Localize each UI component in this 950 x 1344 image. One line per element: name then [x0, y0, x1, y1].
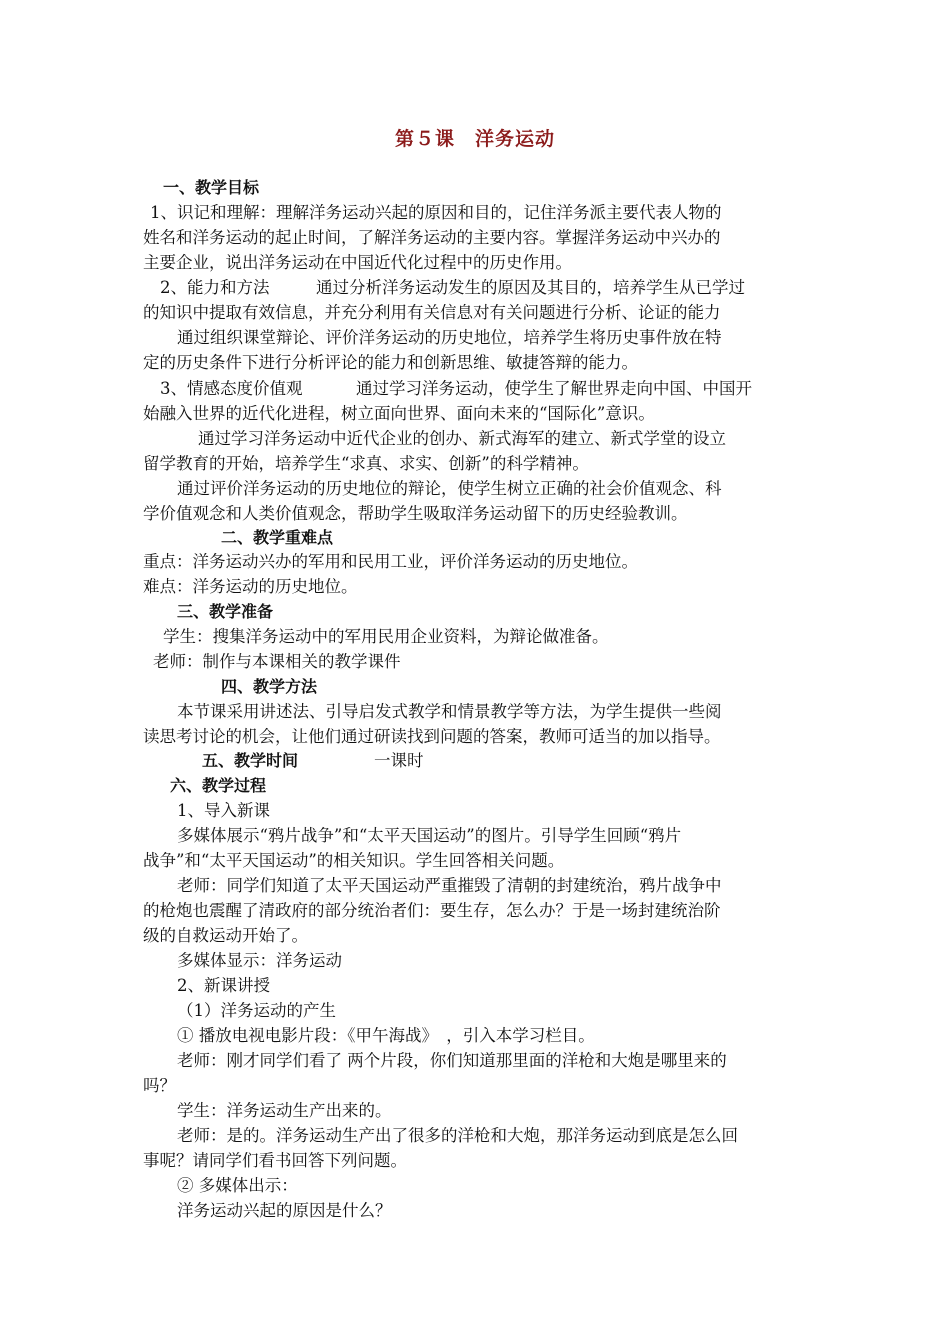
paragraph-line: 本节课采用讲述法、引导启发式教学和情景教学等方法，为学生提供一些阅: [177, 702, 722, 721]
paragraph-line: 姓名和洋务运动的起止时间，了解洋务运动的主要内容。掌握洋务运动中兴办的: [143, 228, 721, 247]
paragraph-line: 通过分析洋务运动发生的原因及其目的，培养学生从已学过: [316, 278, 745, 297]
heading-method: 四、教学方法: [221, 677, 318, 696]
paragraph-line: 洋务运动兴起的原因是什么？: [177, 1201, 392, 1220]
paragraph-line: 级的自救运动开始了。: [143, 926, 308, 945]
paragraph-line: 始融入世界的近代化进程，树立面向世界、面向未来的“国际化”意识。: [143, 404, 655, 423]
paragraph-line: 1、识记和理解：理解洋务运动兴起的原因和目的，记住洋务派主要代表人物的: [150, 203, 722, 222]
paragraph-line: 学价值观念和人类价值观念，帮助学生吸取洋务运动留下的历史经验教训。: [143, 504, 688, 523]
paragraph-line: 多媒体显示：洋务运动: [177, 951, 342, 970]
paragraph-line: 老师：刚才同学们看了 两个片段，你们知道那里面的洋枪和大炮是哪里来的: [177, 1051, 727, 1070]
paragraph-line: 通过评价洋务运动的历史地位的辩论，使学生树立正确的社会价值观念、科: [177, 479, 722, 498]
heading-objectives: 一、教学目标: [163, 178, 260, 197]
paragraph-line: 老师：同学们知道了太平天国运动严重摧毁了清朝的封建统治，鸦片战争中: [177, 876, 722, 895]
paragraph-line: 多媒体展示“鸦片战争”和“太平天国运动”的图片。引导学生回顾“鸦片: [177, 826, 682, 845]
subheading-attitude: 3、情感态度价值观: [160, 379, 303, 398]
paragraph-line: 的枪炮也震醒了清政府的部分统治者们：要生存，怎么办？于是一场封建统治阶: [143, 901, 721, 920]
paragraph-line: 定的历史条件下进行分析评论的能力和创新思维、敏捷答辩的能力。: [143, 353, 638, 372]
paragraph-line: 战争”和“太平天国运动”的相关知识。学生回答相关问题。: [143, 851, 565, 870]
paragraph-line: 通过学习洋务运动中近代企业的创办、新式海军的建立、新式学堂的设立: [198, 429, 726, 448]
paragraph-line: 1、导入新课: [177, 801, 270, 820]
paragraph-line: 留学教育的开始，培养学生“求真、求实、创新”的科学精神。: [143, 454, 589, 473]
heading-time: 五、教学时间: [202, 751, 299, 770]
paragraph-line: 重点：洋务运动兴办的军用和民用工业，评价洋务运动的历史地位。: [143, 552, 638, 571]
time-value: 一课时: [374, 751, 424, 770]
heading-preparation: 三、教学准备: [177, 602, 274, 621]
paragraph-line: 学生：搜集洋务运动中的军用民用企业资料，为辩论做准备。: [163, 627, 609, 646]
paragraph-line: （1）洋务运动的产生: [177, 1001, 336, 1020]
paragraph-line: 吗？: [143, 1076, 176, 1095]
heading-key-points: 二、教学重难点: [221, 528, 334, 547]
paragraph-line: 学生：洋务运动生产出来的。: [177, 1101, 392, 1120]
paragraph-line: 事呢？请同学们看书回答下列问题。: [143, 1151, 407, 1170]
lesson-title: 第５课 洋务运动: [394, 128, 555, 150]
paragraph-line: 老师：制作与本课相关的教学课件: [153, 652, 401, 671]
paragraph-line: 主要企业，说出洋务运动在中国近代化过程中的历史作用。: [143, 253, 572, 272]
paragraph-line: 通过组织课堂辩论、评价洋务运动的历史地位，培养学生将历史事件放在特: [177, 328, 722, 347]
paragraph-line: 难点：洋务运动的历史地位。: [143, 577, 358, 596]
paragraph-line: ① 播放电视电影片段：《甲午海战》 ，引入本学习栏目。: [177, 1026, 595, 1045]
subheading-ability: 2、能力和方法: [160, 278, 270, 297]
paragraph-line: 读思考讨论的机会，让他们通过研读找到问题的答案，教师可适当的加以指导。: [143, 727, 721, 746]
paragraph-line: ② 多媒体出示：: [177, 1176, 298, 1195]
heading-process: 六、教学过程: [170, 776, 267, 795]
paragraph-line: 的知识中提取有效信息，并充分利用有关信息对有关问题进行分析、论证的能力: [143, 303, 721, 322]
paragraph-line: 老师：是的。洋务运动生产出了很多的洋枪和大炮，那洋务运动到底是怎么回: [177, 1126, 738, 1145]
paragraph-line: 2、新课讲授: [177, 976, 270, 995]
paragraph-line: 通过学习洋务运动，使学生了解世界走向中国、中国开: [356, 379, 752, 398]
